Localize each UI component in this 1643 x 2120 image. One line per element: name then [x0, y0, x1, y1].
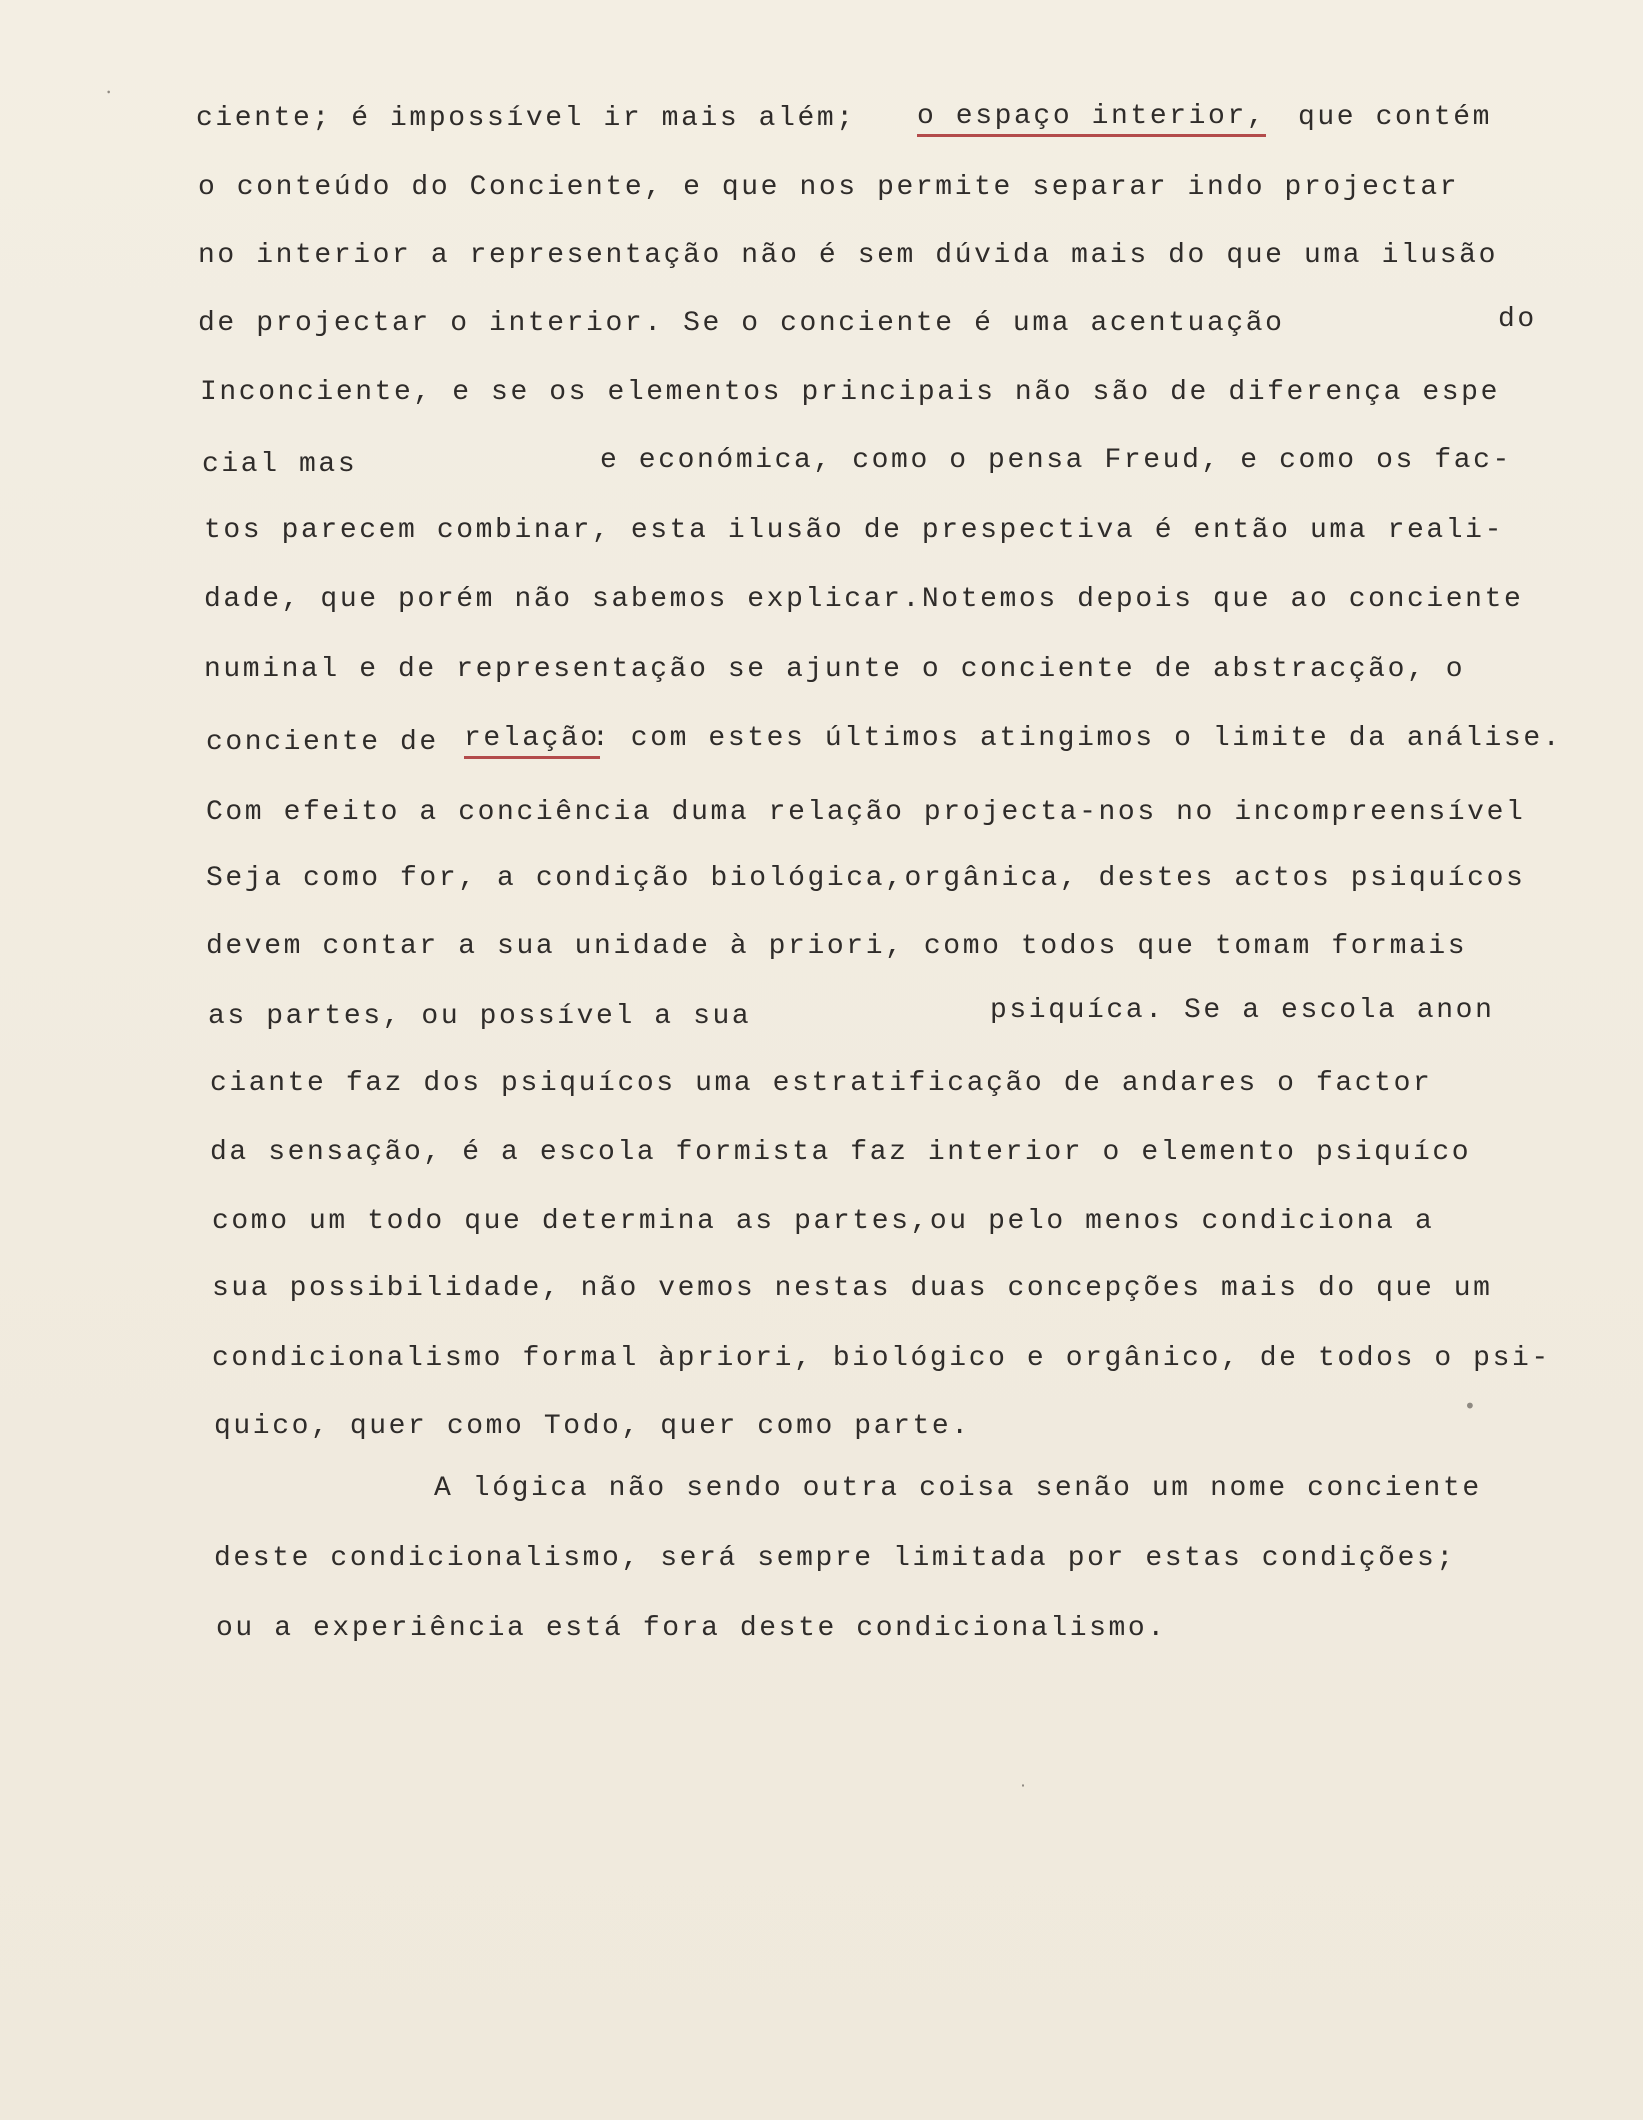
text-line-14-left: as partes, ou possível a sua: [208, 1001, 752, 1032]
text-line-8: dade, que porém não sabemos explicar.Notemos depois que ao conciente: [204, 584, 1524, 615]
text-line-16: da sensação, é a escola formista faz interior o elemento psiquíco: [210, 1137, 1472, 1168]
text-line-21: A lógica não sendo outra coisa senão um nome conciente: [434, 1473, 1482, 1504]
text-line-13: devem contar a sua unidade à priori, como todos que tomam formais: [206, 931, 1468, 962]
text-line-4-left: de projectar o interior. Se o conciente é uma acentuação: [198, 308, 1285, 339]
text-line-6-left: cial mas: [202, 449, 358, 480]
text-line-18: sua possibilidade, não vemos nestas duas concepções mais do que um: [212, 1273, 1493, 1304]
text-line-22: deste condicionalismo, será sempre limitada por estas condições;: [214, 1543, 1456, 1574]
text-line-2: o conteúdo do Conciente, e que nos permite separar indo projectar: [198, 172, 1460, 203]
page-mark: ˙: [1018, 1781, 1028, 1805]
text-line-5: Inconciente, e se os elementos principais não são de diferença espe: [200, 377, 1500, 408]
text-line-17: como um todo que determina as partes,ou pelo menos condiciona a: [212, 1206, 1435, 1237]
text-line-9: numinal e de representação se ajunte o conciente de abstracção, o: [204, 654, 1466, 685]
text-line-11: Com efeito a conciência duma relação projecta-nos no incompreensível: [206, 797, 1526, 828]
text-line-1-underlined: o espaço interior,: [917, 100, 1266, 137]
text-line-10-underlined: relação: [464, 722, 600, 759]
text-line-19: condicionalismo formal àpriori, biológico e orgânico, de todos o psi-: [212, 1343, 1551, 1374]
text-line-23: ou a experiência está fora deste condicionalismo.: [216, 1613, 1167, 1644]
text-line-15: ciante faz dos psiquícos uma estratificação de andares o factor: [210, 1068, 1433, 1099]
text-line-7: tos parecem combinar, esta ilusão de prespectiva é então uma reali-: [204, 515, 1504, 546]
page-mark: ⸱: [106, 80, 112, 104]
text-line-14-right: psiquíca. Se a escola anon: [990, 995, 1495, 1026]
text-line-3: no interior a representação não é sem dúvida mais do que uma ilusão: [198, 240, 1498, 271]
text-line-1-right: que contém: [1298, 102, 1493, 133]
page-mark: •: [1464, 1394, 1476, 1418]
text-line-1-left: ciente; é impossível ir mais além;: [196, 103, 856, 134]
text-line-12: Seja como for, a condição biológica,orgânica, destes actos psiquícos: [206, 863, 1526, 894]
text-line-10-right: : com estes últimos atingimos o limite da análise.: [592, 723, 1563, 754]
text-line-10-left: conciente de: [206, 727, 439, 758]
text-line-4-right: do: [1498, 304, 1537, 335]
text-line-20: quico, quer como Todo, quer como parte.: [214, 1411, 971, 1442]
text-line-6-right: e económica, como o pensa Freud, e como os fac-: [600, 445, 1512, 476]
